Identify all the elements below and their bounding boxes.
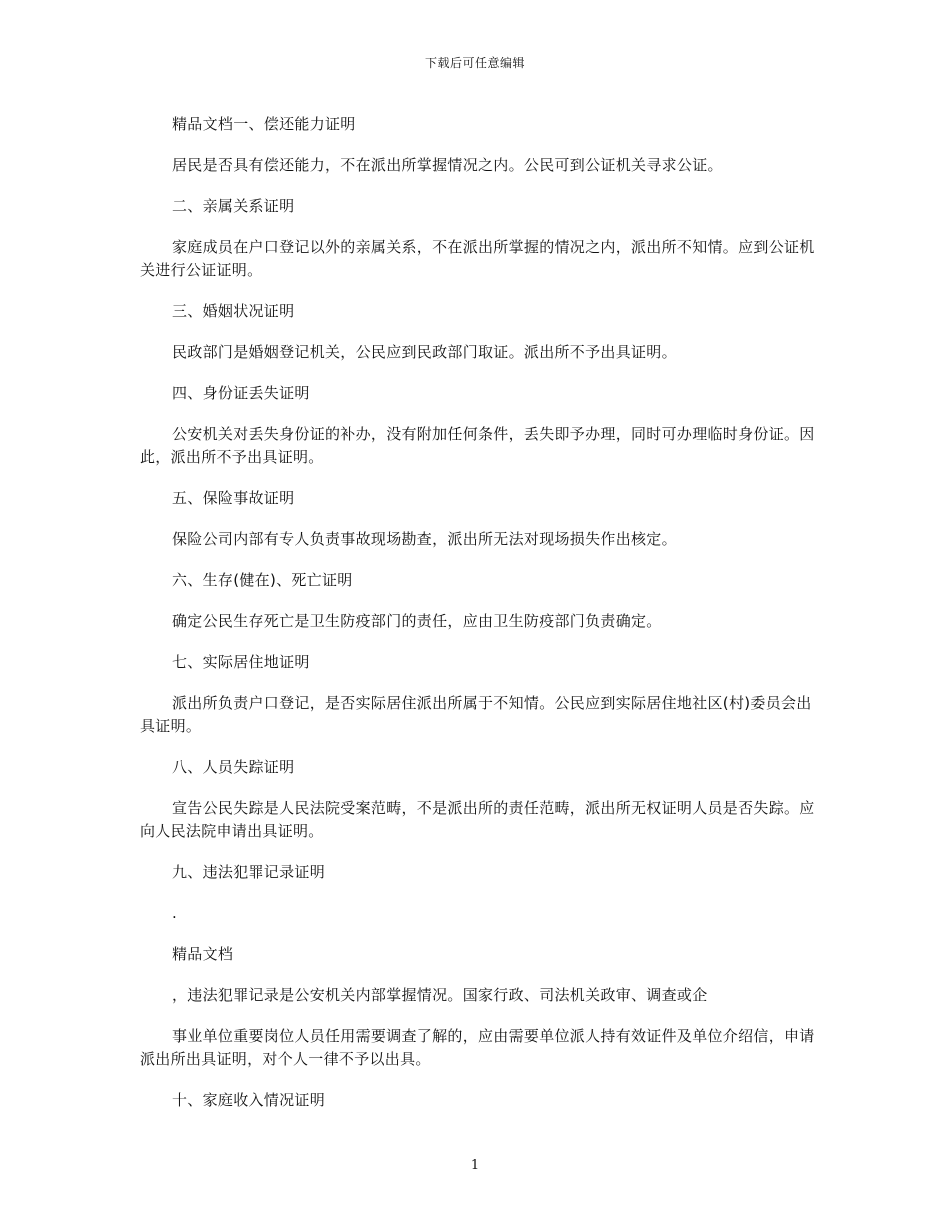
- paragraph: 居民是否具有偿还能力，不在派出所掌握情况之内。公民可到公证机关寻求公证。: [172, 156, 723, 174]
- paragraph: 宣告公民失踪是人民法院受案范畴，不是派出所的责任范畴，派出所无权证明人员是否失踪。应向人民法院申请出具证明。: [140, 799, 815, 840]
- page-number: 1: [470, 1158, 480, 1173]
- paragraph: 保险公司内部有专人负责事故现场勘查，派出所无法对现场损失作出核定。: [172, 530, 677, 548]
- section-heading: 十、家庭收入情况证明: [172, 1091, 326, 1109]
- header-note: 下载后可任意编辑: [424, 56, 525, 70]
- section-heading: 九、违法犯罪记录证明: [172, 863, 326, 881]
- paragraph: 民政部门是婚姻登记机关，公民应到民政部门取证。派出所不予出具证明。: [172, 343, 677, 361]
- section-heading: 三、婚姻状况证明: [172, 302, 295, 320]
- paragraph: 确定公民生存死亡是卫生防疫部门的责任，应由卫生防疫部门负责确定。: [172, 612, 662, 630]
- section-heading: 四、身份证丢失证明: [172, 384, 310, 402]
- separator-dot: .: [172, 904, 177, 922]
- section-heading: 五、保险事故证明: [172, 489, 295, 507]
- paragraph: ，违法犯罪记录是公安机关内部掌握情况。国家行政、司法机关政审、调查或企: [172, 986, 708, 1004]
- paragraph: 派出所负责户口登记，是否实际居住派出所属于不知情。公民应到实际居住地社区(村)委员会出具证明。: [140, 694, 812, 735]
- paragraph: 公安机关对丢失身份证的补办，没有附加任何条件，丢失即予办理，同时可办理临时身份证。因此，派出所不予出具证明。: [140, 425, 815, 466]
- section-heading: 七、实际居住地证明: [172, 653, 310, 671]
- section-heading: 八、人员失踪证明: [172, 758, 295, 776]
- paragraph: 事业单位重要岗位人员任用需要调查了解的，应由需要单位派人持有效证件及单位介绍信，申请派出所出具证明，对个人一律不予以出具。: [140, 1027, 815, 1068]
- paragraph: 家庭成员在户口登记以外的亲属关系，不在派出所掌握的情况之内，派出所不知情。应到公证机关进行公证证明。: [140, 238, 815, 279]
- section-heading: 二、亲属关系证明: [172, 197, 295, 215]
- watermark-heading: 精品文档: [172, 945, 234, 963]
- document-body: [140, 113, 820, 1130]
- section-heading: 精品文档一、偿还能力证明: [172, 115, 356, 133]
- section-heading: 六、生存(健在)、死亡证明: [172, 571, 353, 589]
